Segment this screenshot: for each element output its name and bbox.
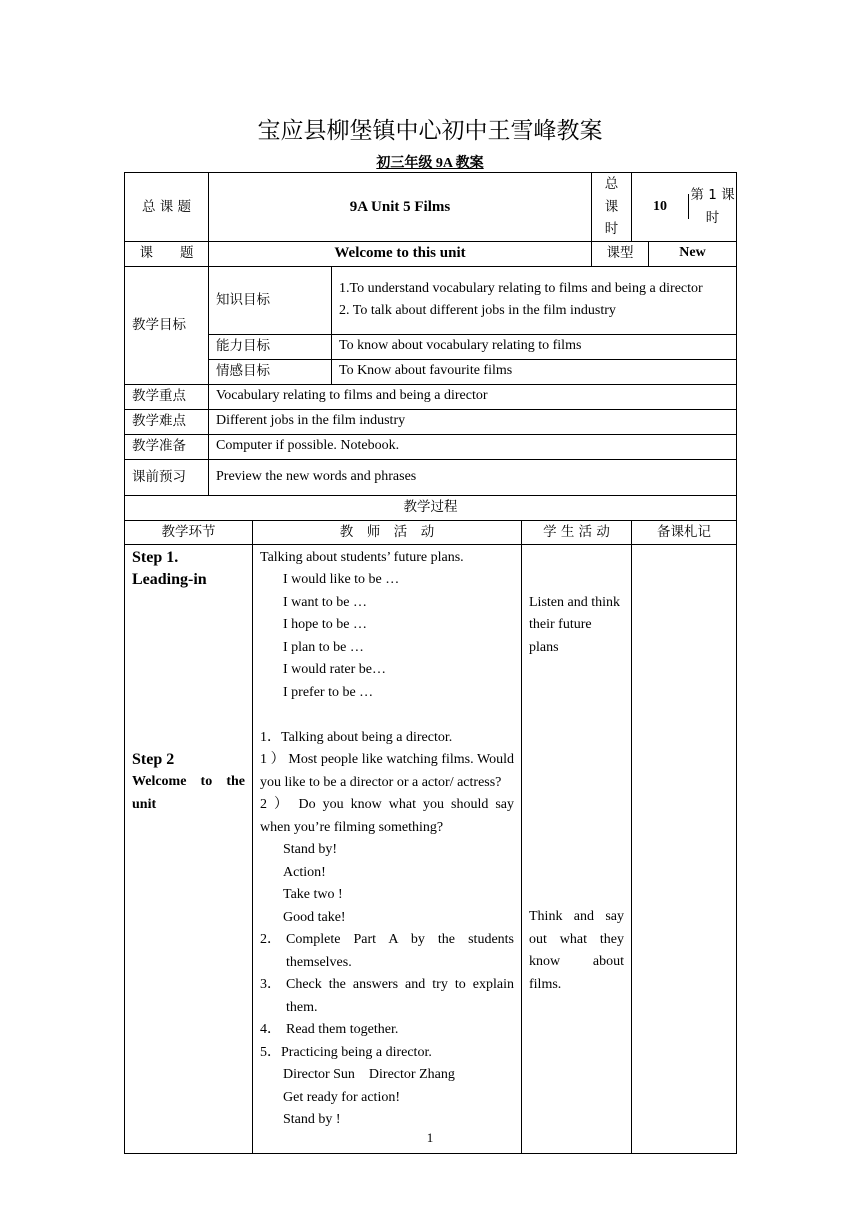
page-title: 宝应县柳堡镇中心初中王雪峰教案 xyxy=(257,118,603,144)
row-knowledge xyxy=(125,266,737,334)
key-points-value: Vocabulary relating to films and being a director xyxy=(209,384,737,409)
step1-title: Step 1. xyxy=(132,548,179,566)
step1-student-activity: Listen and think their future plans xyxy=(529,594,620,655)
director-phrase: Stand by! xyxy=(283,842,338,857)
teacher-activity-cell xyxy=(253,544,522,1153)
step1-subtitle: Leading-in xyxy=(132,571,207,588)
row-emotion xyxy=(125,359,737,384)
preparation-label: 教学准备 xyxy=(125,434,209,459)
header-student: 学 生 活 动 xyxy=(522,520,632,544)
knowledge-line-2: 2. To talk about different jobs in the film industry xyxy=(339,303,616,318)
row-process-headers xyxy=(125,520,737,544)
step2-item-5-line: Get ready for action! xyxy=(283,1089,400,1105)
ability-value: To know about vocabulary relating to films xyxy=(332,334,737,359)
notes-cell xyxy=(632,544,737,1153)
stage-cell xyxy=(125,544,253,1153)
difficult-points-value: Different jobs in the film industry xyxy=(209,409,737,434)
step2-item-3: 3． Check the answers and try to explain them. xyxy=(260,977,514,1015)
header-stage: 教学环节 xyxy=(125,520,253,544)
knowledge-line-1: 1.To understand vocabulary relating to films and being a director xyxy=(339,280,703,296)
ability-label: 能力目标 xyxy=(209,334,332,359)
lesson-value: Welcome to this unit xyxy=(209,241,592,266)
preview-label: 课前预习 xyxy=(125,459,209,495)
step2-item-5-line: Director Sun Director Zhang xyxy=(283,1067,455,1082)
total-hours-value: 10 xyxy=(632,194,689,219)
row-process-title xyxy=(125,495,737,520)
process-title: 教学过程 xyxy=(125,495,737,520)
step1-phrase: I want to be … xyxy=(283,594,367,610)
preparation-value: Computer if possible. Notebook. xyxy=(209,434,737,459)
preview-value: Preview the new words and phrases xyxy=(209,459,737,495)
step1-phrase: I plan to be … xyxy=(283,639,364,655)
director-phrase: Action! xyxy=(283,864,326,880)
objectives-label: 教学目标 xyxy=(125,266,209,384)
emotion-label: 情感目标 xyxy=(209,359,332,384)
total-hours-label: 总课时 xyxy=(592,173,632,242)
lesson-plan-table xyxy=(124,172,737,1154)
director-phrase: Good take! xyxy=(283,909,346,925)
header-teacher: 教 师 活 动 xyxy=(253,520,522,544)
step2-item-2: 2． Complete Part A by the students themselves. xyxy=(260,932,514,970)
type-label: 课型 xyxy=(592,241,649,266)
row-process-body xyxy=(125,544,737,1153)
step2-item-5-line: Stand by ! xyxy=(283,1112,341,1127)
row-topic xyxy=(125,173,737,242)
step1-phrase: I would rater be… xyxy=(283,662,387,677)
step1-phrase: I prefer to be … xyxy=(283,684,374,700)
lesson-number: 第 1 课时 xyxy=(690,187,735,226)
page-number: 1 xyxy=(426,1130,434,1145)
row-difficult-points xyxy=(125,409,737,434)
step2-item-4: 4． Read them together. xyxy=(260,1022,399,1037)
header-notes: 备课札记 xyxy=(632,520,737,544)
page-subtitle: 初三年级 9A 教案 xyxy=(376,156,484,171)
topic-value: 9A Unit 5 Films xyxy=(209,173,592,242)
step2-item-1: 1．Talking about being a director. xyxy=(260,729,453,745)
type-value: New xyxy=(649,241,737,266)
emotion-value: To Know about favourite films xyxy=(332,359,737,384)
key-points-label: 教学重点 xyxy=(125,384,209,409)
step2-item-1b: 2 ） Do you know what you should say when you’re filming something? xyxy=(260,797,514,835)
student-activity-cell xyxy=(522,544,632,1153)
step1-phrase: I would like to be … xyxy=(283,572,400,587)
step1-intro: Talking about students’ future plans. xyxy=(260,549,464,565)
step2-student-activity: Think and say out what they know about films. xyxy=(529,909,624,992)
step2-item-1a: 1 ） Most people like watching films. Would you like to be a director or a actor/ actress? xyxy=(260,752,514,790)
knowledge-label: 知识目标 xyxy=(209,266,332,334)
step2-title: Step 2 xyxy=(132,750,175,768)
row-preview xyxy=(125,459,737,495)
row-lesson xyxy=(125,241,737,266)
row-ability xyxy=(125,334,737,359)
difficult-points-label: 教学难点 xyxy=(125,409,209,434)
row-preparation xyxy=(125,434,737,459)
step1-phrase: I hope to be … xyxy=(283,617,367,632)
director-phrase: Take two ! xyxy=(283,887,343,902)
lesson-label: 课 题 xyxy=(125,241,209,266)
topic-label: 总 课 题 xyxy=(125,173,209,242)
step2-item-5: 5．Practicing being a director. xyxy=(260,1044,432,1060)
step2-subtitle: Welcome to the unit xyxy=(132,774,245,812)
row-key-points xyxy=(125,384,737,409)
